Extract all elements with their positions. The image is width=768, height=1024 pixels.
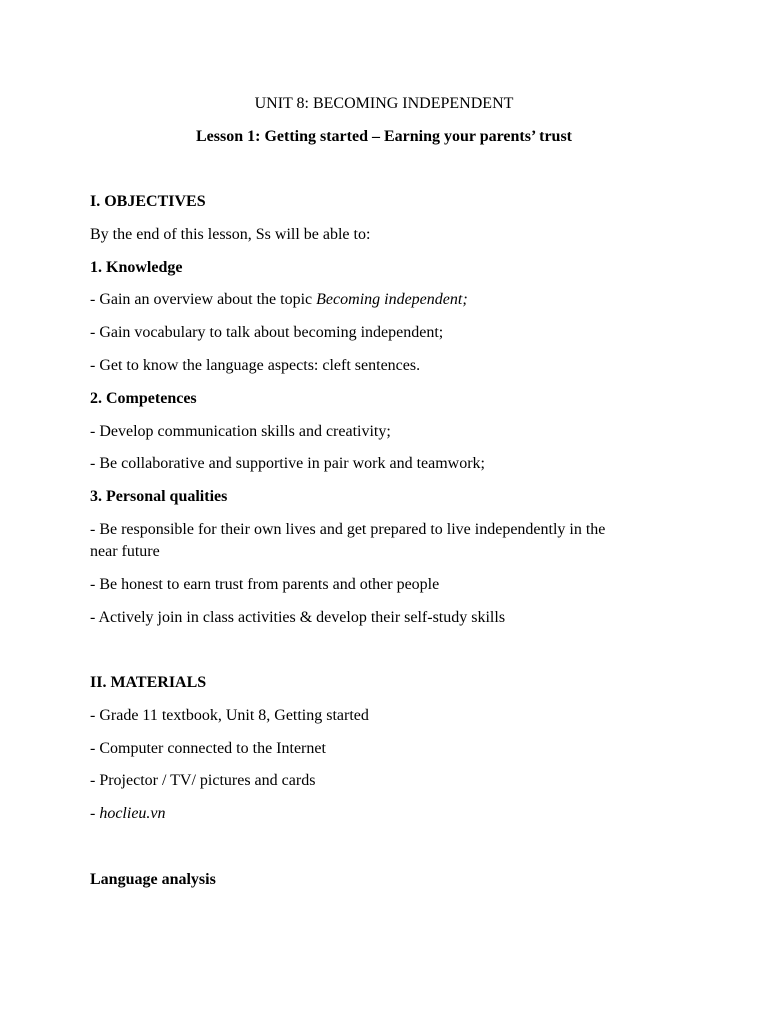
materials-heading: II. MATERIALS bbox=[90, 674, 207, 691]
objectives-heading: I. OBJECTIVES bbox=[90, 193, 206, 210]
website-name: hoclieu.vn bbox=[99, 805, 166, 822]
lesson-title: Lesson 1: Getting started – Earning your parents’ trust bbox=[196, 128, 572, 145]
materials-item-dash: - bbox=[90, 805, 100, 822]
competences-item: - Develop communication skills and creativity; bbox=[90, 423, 391, 440]
objectives-intro: By the end of this lesson, Ss will be able to: bbox=[90, 226, 371, 243]
knowledge-item bbox=[90, 289, 690, 311]
unit-title: UNIT 8: BECOMING INDEPENDENT bbox=[254, 95, 514, 112]
personal-qualities-item: - Actively join in class activities & develop their self-study skills bbox=[90, 609, 506, 626]
knowledge-heading: 1. Knowledge bbox=[90, 259, 183, 276]
language-analysis-heading: Language analysis bbox=[90, 871, 216, 888]
personal-qualities-item: - Be honest to earn trust from parents and other people bbox=[90, 576, 440, 593]
topic-name: Becoming independent; bbox=[316, 291, 468, 308]
knowledge-item: - Gain vocabulary to talk about becoming independent; bbox=[90, 324, 444, 341]
personal-qualities-heading: 3. Personal qualities bbox=[90, 488, 228, 505]
materials-item: - Projector / TV/ pictures and cards bbox=[90, 772, 316, 789]
personal-qualities-item: - Be responsible for their own lives and get prepared to live independently in the bbox=[90, 521, 606, 538]
materials-item: - Computer connected to the Internet bbox=[90, 740, 326, 757]
knowledge-item-text: - Gain an overview about the topic bbox=[90, 291, 317, 308]
competences-heading: 2. Competences bbox=[90, 390, 197, 407]
personal-qualities-item-continuation: near future bbox=[90, 543, 160, 560]
competences-item: - Be collaborative and supportive in pair work and teamwork; bbox=[90, 455, 485, 472]
materials-item bbox=[90, 803, 690, 825]
materials-item: - Grade 11 textbook, Unit 8, Getting started bbox=[90, 707, 369, 724]
knowledge-item: - Get to know the language aspects: cleft sentences. bbox=[90, 357, 421, 374]
